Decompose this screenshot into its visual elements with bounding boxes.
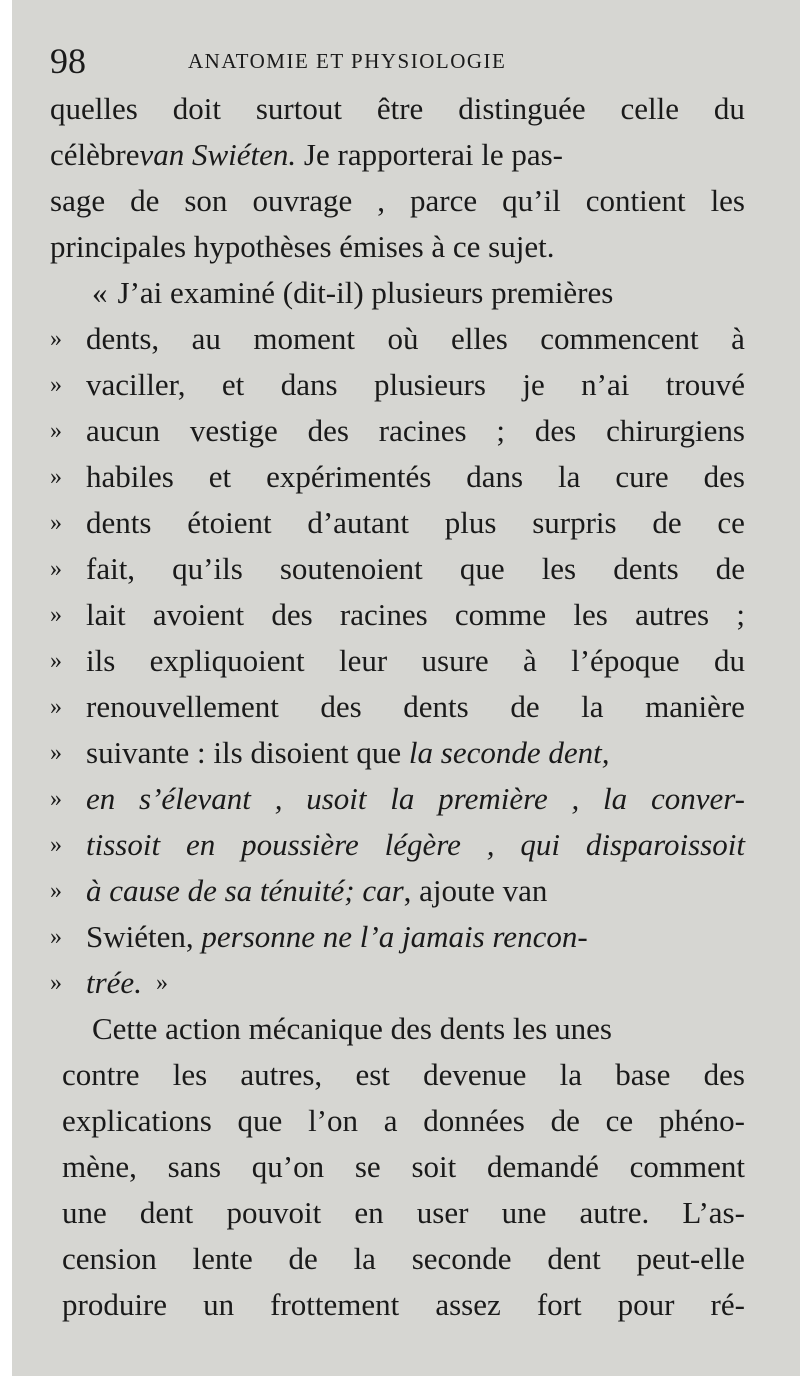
line-text-italic: tissoit en poussière légère , qui disparoissoit bbox=[86, 827, 745, 862]
quote-line bbox=[50, 684, 745, 730]
line-text: une dent pouvoit en user une autre. L’as- bbox=[62, 1195, 745, 1230]
guillemet: » bbox=[50, 418, 62, 444]
line-text-italic: à cause de sa ténuité; car bbox=[86, 873, 404, 908]
text-line bbox=[62, 1236, 745, 1282]
quote-line bbox=[50, 408, 745, 454]
text-line bbox=[62, 1052, 745, 1098]
line-text: renouvellement des dents de la manière bbox=[86, 689, 745, 724]
line-text-italic: trée. bbox=[86, 965, 142, 1000]
guillemet: » bbox=[50, 602, 62, 628]
line-text: habiles et expérimentés dans la cure des bbox=[86, 459, 745, 494]
quote-line bbox=[50, 638, 745, 684]
guillemet: » bbox=[50, 464, 62, 490]
guillemet: » bbox=[50, 372, 62, 398]
line-text: Je rapporterai le pas- bbox=[296, 137, 563, 172]
line-text: dents, au moment où elles commencent à bbox=[86, 321, 745, 356]
line-text: produire un frottement assez fort pour ré- bbox=[62, 1287, 745, 1322]
text-line bbox=[50, 1006, 745, 1052]
text-line bbox=[50, 132, 745, 178]
text-line bbox=[62, 1144, 745, 1190]
quote-line bbox=[50, 592, 745, 638]
line-text: contre les autres, est devenue la base des bbox=[62, 1057, 745, 1092]
text-line bbox=[50, 86, 745, 132]
close-guillemet: » bbox=[155, 970, 168, 996]
quote-line bbox=[50, 960, 745, 1006]
quote-line bbox=[50, 546, 745, 592]
text-line bbox=[62, 1190, 745, 1236]
line-text: Cette action mécanique des dents les unes bbox=[92, 1011, 612, 1046]
guillemet: » bbox=[50, 556, 62, 582]
text-line bbox=[62, 1098, 745, 1144]
guillemet: » bbox=[50, 786, 62, 812]
guillemet: » bbox=[50, 510, 62, 536]
quote-line bbox=[50, 730, 745, 776]
page-body bbox=[50, 86, 745, 1328]
line-text: aucun vestige des racines ; des chirurgiens bbox=[86, 413, 745, 448]
line-text: J’ai examiné (dit-il) plusieurs premières bbox=[117, 275, 614, 310]
page-edge bbox=[0, 0, 12, 1376]
guillemet: » bbox=[50, 740, 62, 766]
line-text: fait, qu’ils soutenoient que les dents de bbox=[86, 551, 745, 586]
guillemet: » bbox=[50, 924, 62, 950]
line-text: quelles doit surtout être distinguée celle du bbox=[50, 91, 745, 126]
text-line bbox=[62, 1282, 745, 1328]
quote-line bbox=[50, 316, 745, 362]
page-number: 98 bbox=[50, 41, 86, 81]
guillemet: » bbox=[50, 648, 62, 674]
guillemet: » bbox=[50, 970, 62, 996]
guillemet: » bbox=[50, 878, 62, 904]
line-text: vaciller, et dans plusieurs je n’ai trouvé bbox=[86, 367, 745, 402]
line-text: Swiéten, bbox=[86, 919, 202, 954]
guillemet: » bbox=[50, 326, 62, 352]
quote-line bbox=[50, 776, 745, 822]
line-text: sage de son ouvrage , parce qu’il contient les bbox=[50, 183, 745, 218]
quote-line bbox=[50, 500, 745, 546]
quote-line bbox=[50, 454, 745, 500]
guillemet: » bbox=[50, 832, 62, 858]
guillemet: » bbox=[50, 694, 62, 720]
line-text: explications que l’on a données de ce phéno- bbox=[62, 1103, 745, 1138]
open-guillemet: « bbox=[92, 275, 108, 310]
page-header bbox=[50, 36, 750, 86]
line-text: mène, sans qu’on se soit demandé comment bbox=[62, 1149, 745, 1184]
line-text-italic: en s’élevant , usoit la première , la conver- bbox=[86, 781, 745, 816]
text-line bbox=[50, 178, 745, 224]
line-text: dents étoient d’autant plus surpris de ce bbox=[86, 505, 745, 540]
quote-line bbox=[50, 822, 745, 868]
running-head: ANATOMIE ET PHYSIOLOGIE bbox=[188, 49, 507, 73]
line-text: principales hypothèses émises à ce sujet. bbox=[50, 229, 555, 264]
line-text-italic: van Swiéten. bbox=[139, 137, 297, 172]
line-text: , ajoute van bbox=[403, 873, 548, 908]
line-text: lait avoient des racines comme les autres ; bbox=[86, 597, 745, 632]
quote-line bbox=[50, 868, 745, 914]
quote-line bbox=[50, 270, 745, 316]
line-text-italic: la seconde dent, bbox=[408, 735, 610, 770]
quote-line bbox=[50, 914, 745, 960]
line-text: suivante : ils disoient que bbox=[86, 735, 409, 770]
line-text-italic: personne ne l’a jamais rencon- bbox=[201, 919, 588, 954]
text-line bbox=[50, 224, 745, 270]
line-text: cension lente de la seconde dent peut-elle bbox=[62, 1241, 745, 1276]
quote-line bbox=[50, 362, 745, 408]
line-text: ils expliquoient leur usure à l’époque du bbox=[86, 643, 745, 678]
line-text: célèbre bbox=[50, 137, 140, 172]
